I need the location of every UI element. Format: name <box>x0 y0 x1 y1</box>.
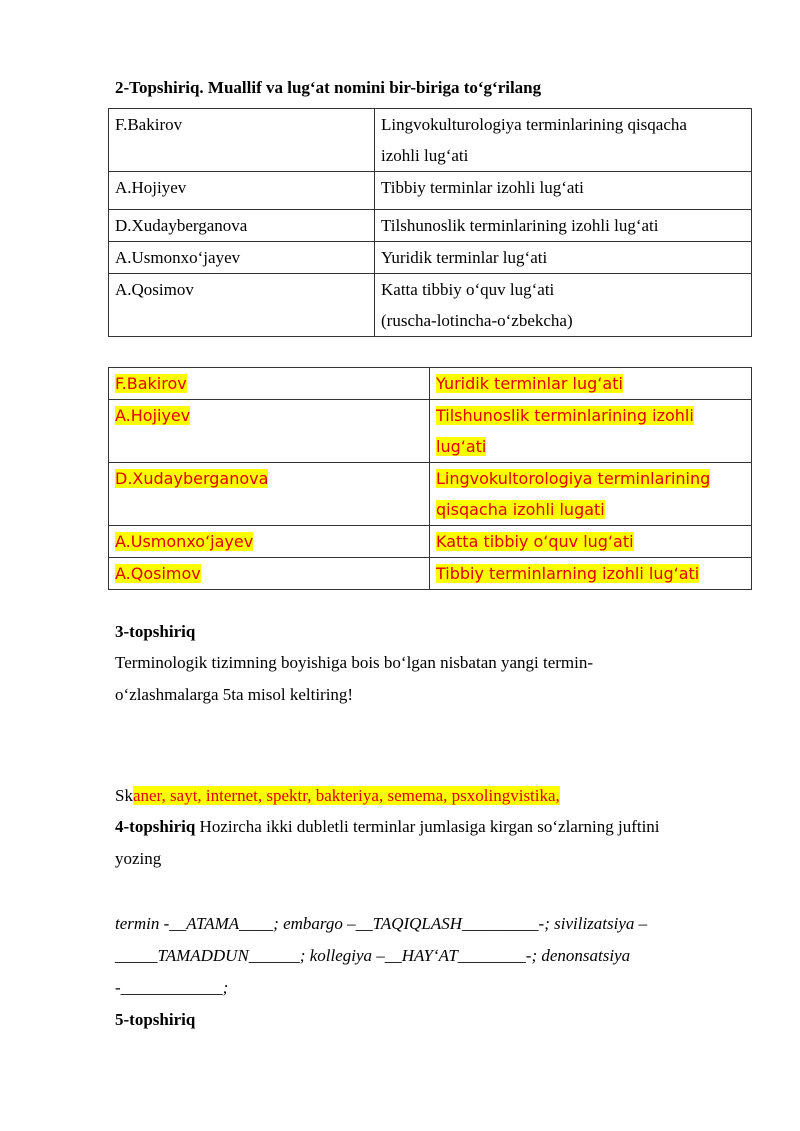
task4-fill-line3: -____________; <box>115 978 229 997</box>
task3-answer-highlight: aner, sayt, internet, spektr, bakteriya, semema, psxolingvistika, <box>132 786 560 805</box>
author-cell: F.Bakirov <box>109 368 430 400</box>
task3-title: 3-topshiriq <box>115 622 196 641</box>
task4-question: Hozircha ikki dubletli terminlar jumlasiga kirgan so‘zlarning juftini <box>195 817 660 836</box>
dictionary-cell: Tibbiy terminlarning izohli lug‘ati <box>430 558 752 590</box>
author-cell: F.Bakirov <box>109 109 375 172</box>
dictionary-cell: Yuridik terminlar lug‘ati <box>375 242 752 274</box>
answer-table <box>108 367 752 590</box>
author-cell: A.Hojiyev <box>109 172 375 210</box>
dictionary-cell: Katta tibbiy o‘quv lug‘ati <box>430 526 752 558</box>
task4-fill-line2: _____TAMADDUN______; kollegiya –__HAY‘AT________-; denonsatsiya <box>115 946 631 965</box>
table-row <box>109 400 752 463</box>
dictionary-cell: Lingvokultorologiya terminlarining qisqacha izohli lugati <box>430 463 752 526</box>
dictionary-cell: Tilshunoslik terminlarining izohli lug‘ati <box>430 400 752 463</box>
dictionary-cell: Tibbiy terminlar izohli lug‘ati <box>375 172 752 210</box>
task4-title: 4-topshiriq <box>115 817 196 836</box>
table-row <box>109 274 752 337</box>
table-row <box>109 463 752 526</box>
author-cell: A.Usmonxo‘jayev <box>109 526 430 558</box>
author-cell: A.Qosimov <box>109 558 430 590</box>
task3-question-line1: Terminologik tizimning boyishiga bois bo‘lgan nisbatan yangi termin- <box>115 653 594 672</box>
author-cell: A.Usmonxo‘jayev <box>109 242 375 274</box>
task2-title: 2-Topshiriq. Muallif va lug‘at nomini bir-biriga to‘g‘rilang <box>115 78 542 97</box>
author-dictionary-table <box>108 108 752 337</box>
author-cell: D.Xudayberganova <box>109 210 375 242</box>
task3-answer-prefix: Sk <box>115 786 133 805</box>
dictionary-cell: Lingvokulturologiya terminlarining qisqacha izohli lug‘ati <box>375 109 752 172</box>
dictionary-cell: Yuridik terminlar lug‘ati <box>430 368 752 400</box>
task4-line1 <box>115 817 660 837</box>
task4-fill-line1: termin -__ATAMA____; embargo –__TAQIQLASH_________-; sivilizatsiya – <box>115 914 648 933</box>
dictionary-cell: Tilshunoslik terminlarining izohli lug‘ati <box>375 210 752 242</box>
table-row <box>109 368 752 400</box>
author-cell: A.Hojiyev <box>109 400 430 463</box>
table-row <box>109 109 752 172</box>
task3-question-line2: o‘zlashmalarga 5ta misol keltiring! <box>115 685 354 704</box>
dictionary-cell: Katta tibbiy o‘quv lug‘ati (ruscha-lotincha-o‘zbekcha) <box>375 274 752 337</box>
author-cell: A.Qosimov <box>109 274 375 337</box>
table-row <box>109 210 752 242</box>
task3-answer <box>115 786 560 806</box>
author-cell: D.Xudayberganova <box>109 463 430 526</box>
table-row <box>109 172 752 210</box>
table-row <box>109 526 752 558</box>
table-row <box>109 242 752 274</box>
task5-title: 5-topshiriq <box>115 1010 196 1029</box>
task4-line2: yozing <box>115 849 162 868</box>
table-row <box>109 558 752 590</box>
